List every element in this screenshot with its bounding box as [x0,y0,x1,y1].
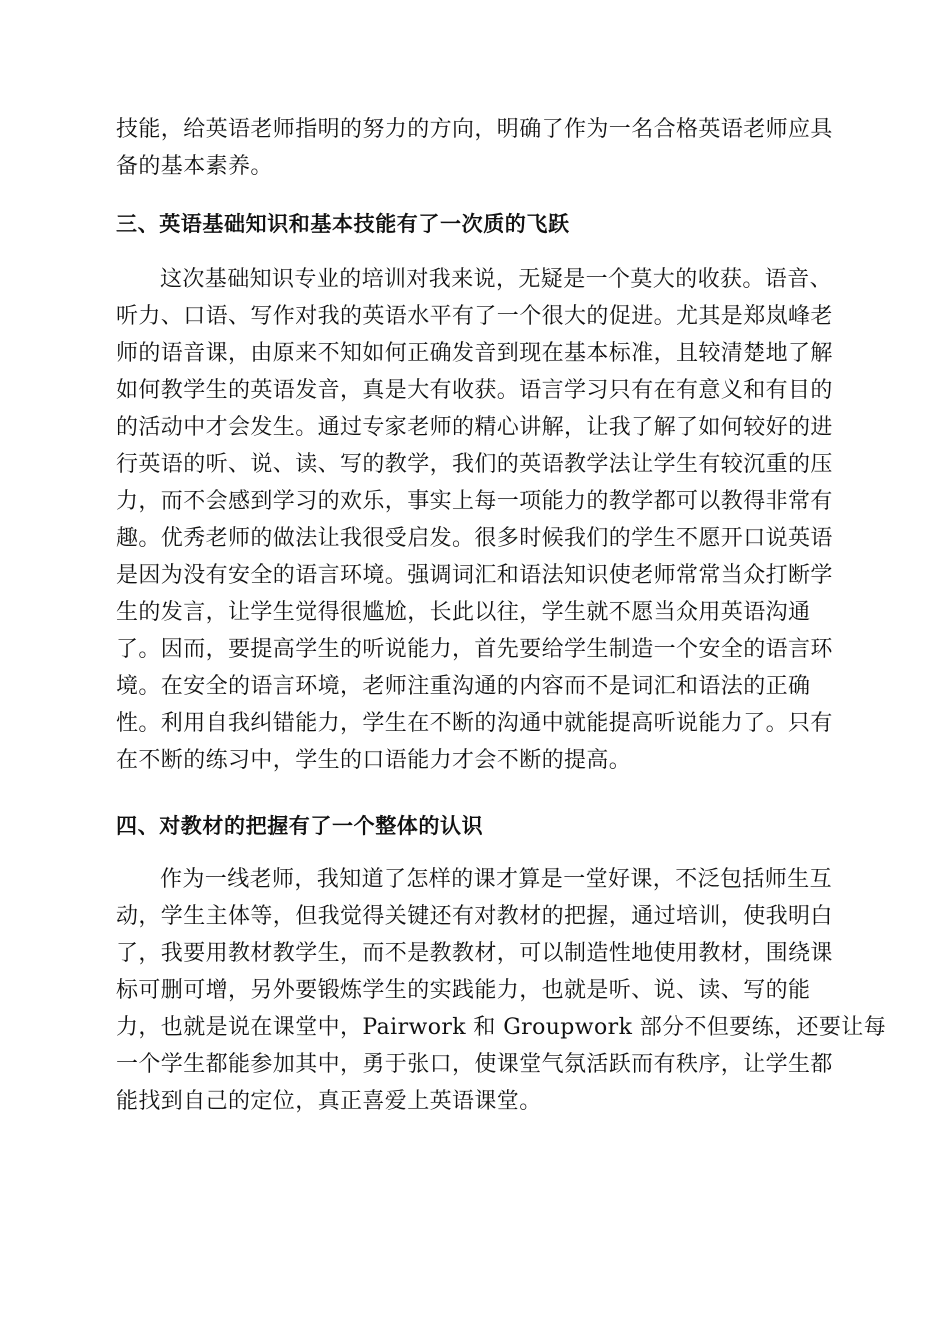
paragraph-line: 了，我要用教材教学生，而不是教教材，可以制造性地使用教材，围绕课 [116,941,833,966]
paragraph-line: 备的基本素养。 [116,154,273,179]
paragraph-line: 行英语的听、说、读、写的教学，我们的英语教学法让学生有较沉重的压 [116,452,833,477]
paragraph-line: 了。因而，要提高学生的听说能力，首先要给学生制造一个安全的语言环 [116,637,833,662]
paragraph-line: 是因为没有安全的语言环境。强调词汇和语法知识使老师常常当众打断学 [116,563,833,588]
paragraph-line: 性。利用自我纠错能力，学生在不断的沟通中就能提高听说能力了。只有 [116,711,833,736]
paragraph-line: 在不断的练习中，学生的口语能力才会不断的提高。 [116,748,632,773]
paragraph-line: 标可删可增，另外要锻炼学生的实践能力，也就是听、说、读、写的能 [116,978,811,1003]
section-heading-3: 三、英语基础知识和基本技能有了一次质的飞跃 [116,212,570,236]
paragraph-line: 能找到自己的定位，真正喜爱上英语课堂。 [116,1089,542,1114]
section-heading-4: 四、对教材的把握有了一个整体的认识 [116,814,484,838]
paragraph-line: 的活动中才会发生。通过专家老师的精心讲解，让我了解了如何较好的进 [116,415,833,440]
paragraph-line: 境。在安全的语言环境，老师注重沟通的内容而不是词汇和语法的正确 [116,674,811,699]
paragraph-line: 力，而不会感到学习的欢乐，事实上每一项能力的教学都可以教得非常有 [116,489,833,514]
paragraph-line: 力，也就是说在课堂中，Pairwork 和 Groupwork 部分不但要练，还要让每 [116,1015,887,1040]
paragraph-line: 听力、口语、写作对我的英语水平有了一个很大的促进。尤其是郑岚峰老 [116,304,833,329]
paragraph-line: 生的发言，让学生觉得很尴尬，长此以往，学生就不愿当众用英语沟通 [116,600,811,625]
paragraph-line: 作为一线老师，我知道了怎样的课才算是一堂好课，不泛包括师生互 [160,867,833,892]
paragraph-line: 这次基础知识专业的培训对我来说，无疑是一个莫大的收获。语音、 [160,267,833,292]
paragraph-line: 师的语音课，由原来不知如何正确发音到现在基本标准，且较清楚地了解 [116,341,833,366]
paragraph-line: 一个学生都能参加其中，勇于张口，使课堂气氛活跃而有秩序，让学生都 [116,1052,833,1077]
paragraph-line: 技能，给英语老师指明的努力的方向，明确了作为一名合格英语老师应具 [116,117,833,142]
paragraph-line: 动，学生主体等，但我觉得关键还有对教材的把握，通过培训，使我明白 [116,904,833,929]
paragraph-line: 趣。优秀老师的做法让我很受启发。很多时候我们的学生不愿开口说英语 [116,526,833,551]
paragraph-line: 如何教学生的英语发音，真是大有收获。语言学习只有在有意义和有目的 [116,378,833,403]
